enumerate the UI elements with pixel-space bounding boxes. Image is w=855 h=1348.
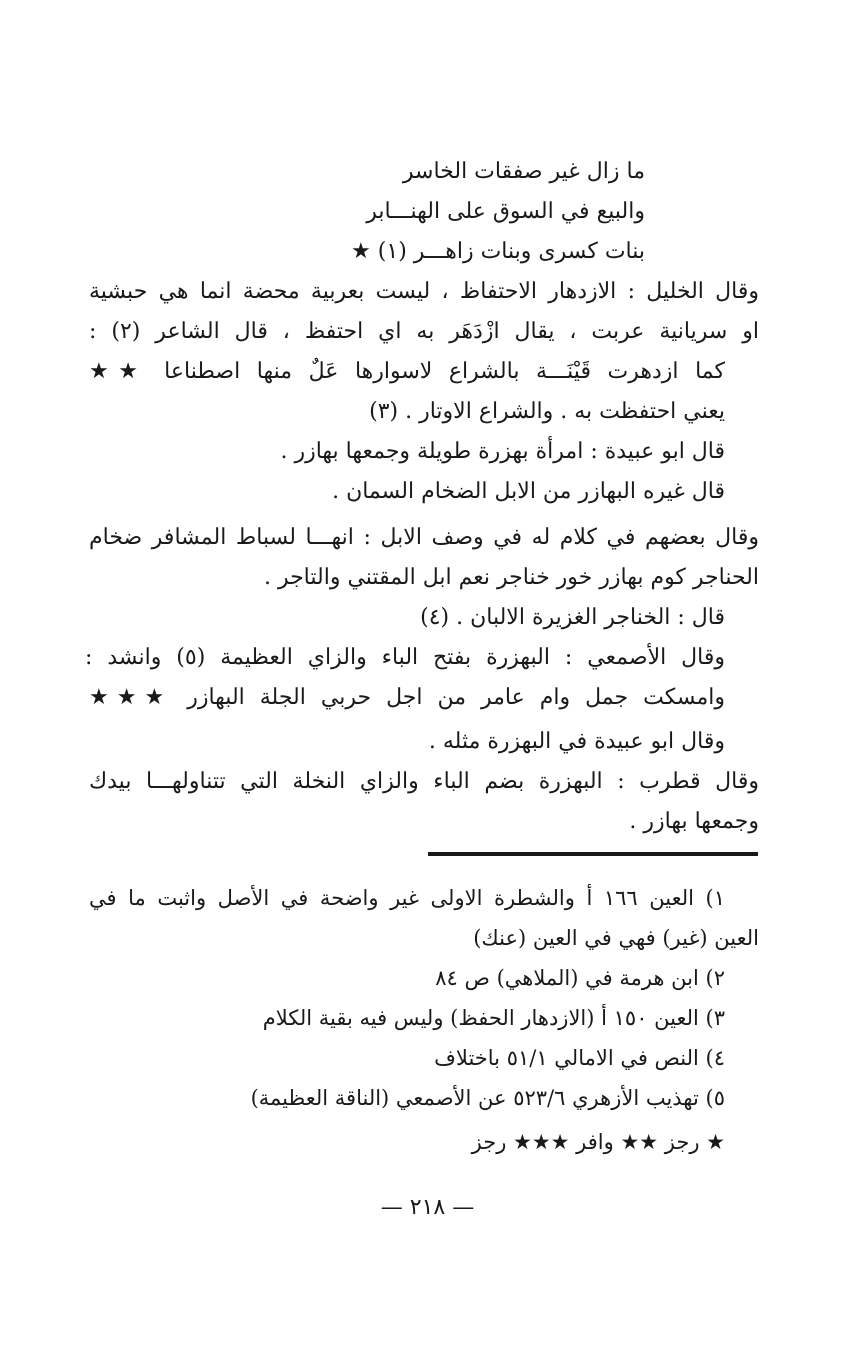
body-line-16: وقال قطرب : البهزرة بضم الباء والزاي النخلة التي تتناولهـــا بيدك	[89, 769, 759, 794]
verse-line-6: كما ازدهرت قَيْنَـــة بالشراع لاسوارها عَلٌ منها اصطناعا ★★	[89, 359, 725, 384]
body-line-13: وقال الأصمعي : البهزرة بفتح الباء والزاي العظيمة (٥) وانشد :	[85, 645, 725, 670]
body-line-10: وقال بعضهم في كلام له في وصف الابل : انهـــا لسباط المشافر ضخام	[89, 525, 759, 550]
meter-legend: ★ رجز ★★ وافر ★★★ رجز	[471, 1130, 725, 1154]
body-line-7: يعني احتفظت به . والشراع الاوتار . (٣)	[369, 399, 725, 424]
verse-line-14: وامسكت جمل وام عامر من اجل حربي الجلة البهازر ★★★	[89, 685, 725, 710]
body-line-9: قال غيره البهازر من الابل الضخام السمان .	[332, 479, 725, 504]
footnote-2: ٢) ابن هرمة في (الملاهي) ص ٨٤	[435, 966, 725, 990]
page-number: — ٢١٨ —	[380, 1195, 475, 1220]
verse-line-2: والبيع في السوق على الهنـــابر	[366, 199, 645, 224]
body-line-4: وقال الخليل : الازدهار الاحتفاظ ، ليست بعربية محضة انما هي حبشية	[89, 279, 759, 304]
body-line-5: او سريانية عربت ، يقال ازْدَهَر به اي احتفظ ، قال الشاعر (٢) :	[89, 319, 759, 344]
body-line-17: وجمعها بهازر .	[629, 809, 759, 834]
body-line-15: وقال ابو عبيدة في البهزرة مثله .	[428, 729, 725, 754]
footnote-1-cont: العين (غير) فهي في العين (عنك)	[473, 926, 759, 950]
footnote-3: ٣) العين ١٥٠ أ (الازدهار الحفظ) وليس فيه بقية الكلام	[262, 1006, 725, 1030]
footnote-4: ٤) النص في الامالي ٥١/١ باختلاف	[434, 1046, 725, 1070]
footnote-1: ١) العين ١٦٦ أ والشطرة الاولى غير واضحة في الأصل واثبت ما في	[89, 886, 725, 910]
body-line-12: قال : الخناجر الغزيرة الالبان . (٤)	[420, 605, 725, 630]
footnote-separator	[428, 852, 758, 856]
verse-line-1: ما زال غير صفقات الخاسر	[402, 159, 645, 184]
body-line-11: الحناجر كوم بهازر خور خناجر نعم ابل المقتني والتاجر .	[263, 565, 759, 590]
verse-line-3: بنات كسرى وبنات زاهـــر (١) ★	[351, 239, 645, 264]
footnote-5: ٥) تهذيب الأزهري ٥٢٣/٦ عن الأصمعي (الناقة العظيمة)	[250, 1086, 725, 1110]
body-line-8: قال ابو عبيدة : امرأة بهزرة طويلة وجمعها بهازر .	[280, 439, 725, 464]
